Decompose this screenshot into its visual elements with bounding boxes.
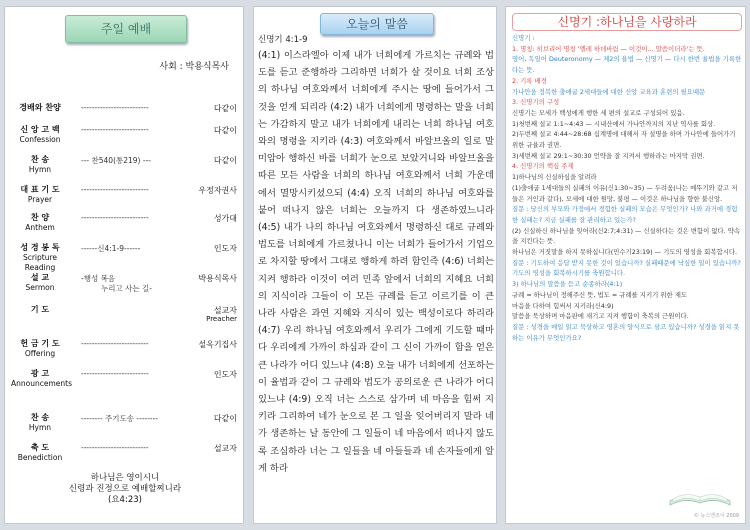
order-leader: 성가대	[213, 214, 237, 223]
notes-question: 질문 : 당신의 부모와 가정에서 경험한 실패의 모습은 무엇인가? 나와 과거에 경험한 실패는? 지금 실패를 잘 관리하고 있는가?	[512, 205, 738, 224]
scripture-reference: 신명기 4:1-9	[258, 35, 308, 45]
order-label: 설 교	[30, 273, 50, 282]
order-detail: -행성 복음	[81, 274, 116, 283]
footer-line-3: (요4:23)	[108, 495, 142, 505]
notes-heading: 2. 기록 배경	[512, 76, 547, 85]
order-row	[5, 273, 244, 297]
order-label-en: Confession	[19, 135, 61, 144]
notes-heading: 3) 하나님의 말씀을 듣고 순종하라(4:1)	[512, 280, 623, 289]
order-leader: 다같이	[213, 156, 237, 165]
order-detail: -------------------------	[81, 103, 149, 112]
order-label-en: Prayer	[27, 195, 53, 204]
order-detail: -------------------------	[81, 443, 149, 452]
order-detail: --- 찬540(통219) ---	[81, 156, 151, 165]
notes-line: (2) 신실하신 하나님을 잊어라(신2:7;4:31) — 신실하다는 것은 변함이 없다. 약속을 지킨다는 뜻.	[512, 226, 741, 246]
order-row	[5, 103, 244, 127]
sermon-notes-header: 신명기 :하나님을 사랑하라	[512, 13, 742, 31]
order-label-en: Announcements	[11, 379, 72, 388]
order-leader-en: Preacher	[206, 315, 237, 323]
order-label: 찬 양	[30, 213, 50, 222]
order-label: 축 도	[30, 443, 50, 452]
order-row	[5, 185, 244, 209]
order-row	[5, 369, 244, 393]
notes-question: 질문 : 성경을 매일 읽고 묵상하고 영혼의 양식으로 삼고 있습니까? 성경을 읽지 못하는 이유가 무엇인가요?	[512, 322, 740, 342]
sermon-notes-panel	[505, 6, 746, 524]
order-leader: 인도자	[213, 244, 237, 253]
order-row	[5, 213, 244, 237]
order-label: 경배와 찬양	[19, 103, 61, 112]
footer-line-1: 하나님은 영이시니	[90, 473, 160, 483]
notes-question: 질문 : 기도하여 응답 받지 못한 것이 있습니까? 실패때문에 낙심한 일이 있습니까? 기도의 영성을 회복하시기를 축원합니다.	[512, 258, 741, 278]
order-label: 성 경 봉 독	[20, 243, 60, 252]
order-label-en: Offering	[24, 349, 56, 358]
order-detail: -------- 주기도송 --------	[81, 414, 159, 423]
order-leader: 다같이	[213, 414, 237, 423]
notes-line: 2)두번째 설교 4:44~28:68 십계명에 대해서 자 설명을 하며 가나안에 들어가기 위한 규율과 권면.	[512, 130, 736, 150]
order-label-en: Sermon	[25, 283, 55, 292]
copyright-note: © 뉴스앤조이 2009	[693, 513, 739, 519]
order-detail: -------------------------	[81, 339, 149, 348]
order-label-en: Scripture Reading	[22, 253, 58, 272]
order-leader: 박용식목사	[198, 274, 237, 283]
order-leader: 다같이	[213, 126, 237, 135]
sermon-notes-body	[512, 33, 742, 343]
order-leader: 설옥기집사	[198, 340, 237, 349]
order-detail: -------------------------	[81, 185, 149, 194]
notes-line: 가나안을 정복한 출애굽 2세대들에 대한 신앙 교육과 훈련의 필요때문	[512, 87, 706, 96]
todays-word-panel	[253, 6, 497, 524]
order-row	[5, 305, 244, 329]
notes-line: 말씀을 묵상하며 마음판에 새기고 지켜 행함이 축복의 근원이다.	[512, 312, 689, 321]
open-book-icon	[665, 473, 735, 509]
worship-header: 주일 예배	[65, 15, 187, 43]
order-row	[5, 339, 244, 363]
order-row	[5, 413, 244, 437]
order-label-en: Hymn	[28, 165, 52, 174]
notes-line: 3)세번째 설교 29:1~30:30 언약을 잘 지켜서 행하라는 마지막 권면.	[512, 151, 705, 160]
order-label-en: Hymn	[28, 423, 52, 432]
order-label: 신 앙 고 백	[20, 125, 60, 134]
notes-line: 1. 명칭: 히브리어 명칭 '엘레 하데바림 — 이것이... 말씀이더라'는 뜻.	[512, 44, 705, 53]
footer-line-2: 신령과 진정으로 예배할찌니라	[68, 484, 182, 494]
order-label: 헌 금 기 도	[20, 339, 60, 348]
order-row	[5, 155, 244, 179]
order-leader: 우정자권사	[198, 186, 237, 195]
order-row	[5, 243, 244, 272]
order-detail: -------------------------	[81, 213, 149, 222]
order-detail-2: 누리고 사는 길-	[101, 284, 152, 293]
order-row	[5, 125, 244, 149]
notes-heading: 3. 신명기의 구성	[512, 98, 560, 107]
order-label: 대 표 기 도	[20, 185, 60, 194]
scripture-text: (4:1) 이스라엘아 이제 내가 너희에게 가르치는 규례와 법도를 듣고 준행하라 그리하면 너희가 살 것이요 너희 조상의 하나님 여호와께서 너희에게 주시는 땅에 들어가서 그것을 얻게 되리라 (4:2) 내가 너희에게 명령하는 말을 너희는 가감하지 말고 내가 너희에게 내리는 너희 하나님 여호와의 명령을 지키라 (4:3) 여호와께서 바알브올의 일로 말미암아 행하신 바를 너희가 눈으로 보았거니와 바알브올을 따른 모든 사람을 너희의 하나님 여호와께서 너희 가운데에서 멸망시키셨으되 (4:4) 오직 너희의 하나님 여호와를 붙어 떠나지 않은 너희는 오늘까지 다 생존하였느니라 (4:5) 내가 나의 하나님 여호와께서 명령하신 대로 규례와 법도를 너희에게 가르쳤나니 이는 너희가 들어가서 기업으로 차지할 땅에서 그대로 행하게 하려 함인즉 (4:6) 너희는 지켜 행하라 이것이 여러 민족 앞에서 너희의 지혜요 너희의 지식이라 그들이 이 모든 규례를 듣고 이르기를 이 큰 나라 사람은 과연 지혜와 지식이 있는 백성이로다 하리라 (4:7) 우리 하나님 여호와께서 우리가 그에게 기도할 때마다 우리에게 가까이 하심과 같이 그 신이 가까이 함을 얻은 큰 나라가 어디 있느냐 (4:8) 오늘 내가 너희에게 선포하는 이 율법과 같이 그 규례와 법도가 공의로운 큰 나라가 어디 있느냐 (4:9) 오직 너는 스스로 삼가며 네 마음을 힘써 지키라 그리하여 네가 눈으로 본 그 일을 잊어버리지 말라 네가 생존하는 날 동안에 그 일들이 네 마음에서 떠나지 않도록 조심하라 너는 그 일들을 네 아들들과 네 손자들에게 알게 하라	[258, 50, 494, 474]
order-label-en: Benediction	[17, 453, 63, 462]
order-leader: 인도자	[213, 370, 237, 379]
todays-word-header: 오늘의 말씀	[320, 13, 434, 35]
order-row	[5, 443, 244, 467]
notes-line: 1)하나님의 신실하심을 알려라	[512, 173, 597, 182]
order-label: 광 고	[30, 369, 50, 378]
order-detail: ------신4:1-9------	[81, 244, 141, 253]
order-label: 찬 송	[30, 413, 50, 422]
notes-line: 1)첫번째 설교 1:1~4:43 — 시내산에서 가나안까지의 지난 역사를 회상.	[512, 119, 716, 128]
notes-heading: 4. 신명기의 핵심 주제	[512, 162, 574, 171]
order-detail: -------------------------	[81, 125, 149, 134]
order-leader: 설교자	[213, 306, 237, 315]
notes-title: 신명기 :	[512, 34, 535, 42]
order-label-en: Anthem	[25, 223, 55, 232]
order-detail: -------------------------	[81, 369, 149, 378]
notes-line: 규례 = 하나님이 정해주신 뜻, 법도 = 규례를 지키기 위한 제도	[512, 290, 688, 299]
worship-footer-verse	[5, 473, 244, 506]
worship-order-panel	[4, 6, 244, 524]
order-leader: 설교자	[213, 444, 237, 453]
order-label: 찬 송	[30, 155, 50, 164]
notes-line: 마음을 다하여 힘써서 지키라(신4:9)	[512, 301, 614, 310]
notes-line: 하나님은 거짓말을 하지 못하십니다(민수기23:19) — 기도의 영성을 회복합시다.	[512, 248, 738, 257]
notes-line: 영어, 독일어 Deuteronomy — 제2의 율법 — 신명기 — 다시 한번 율법을 기록한다는 뜻.	[512, 55, 742, 75]
order-label: 기 도	[30, 305, 50, 314]
notes-line: 신명기는 모세가 백성에게 행한 세 편의 설교로 구성되어 있음.	[512, 108, 685, 117]
presider: 사회 : 박용식목사	[159, 62, 229, 72]
notes-line: (1)출애굽 1세대들의 실패의 이유(신1:30~35) — 두려움(나는 메뚜기와 같고 저들은 거인과 같다), 모세에 대한 원망, 불평 — 이것은 하나님을 향한 불신앙.	[512, 183, 738, 203]
order-leader: 다같이	[213, 104, 237, 113]
